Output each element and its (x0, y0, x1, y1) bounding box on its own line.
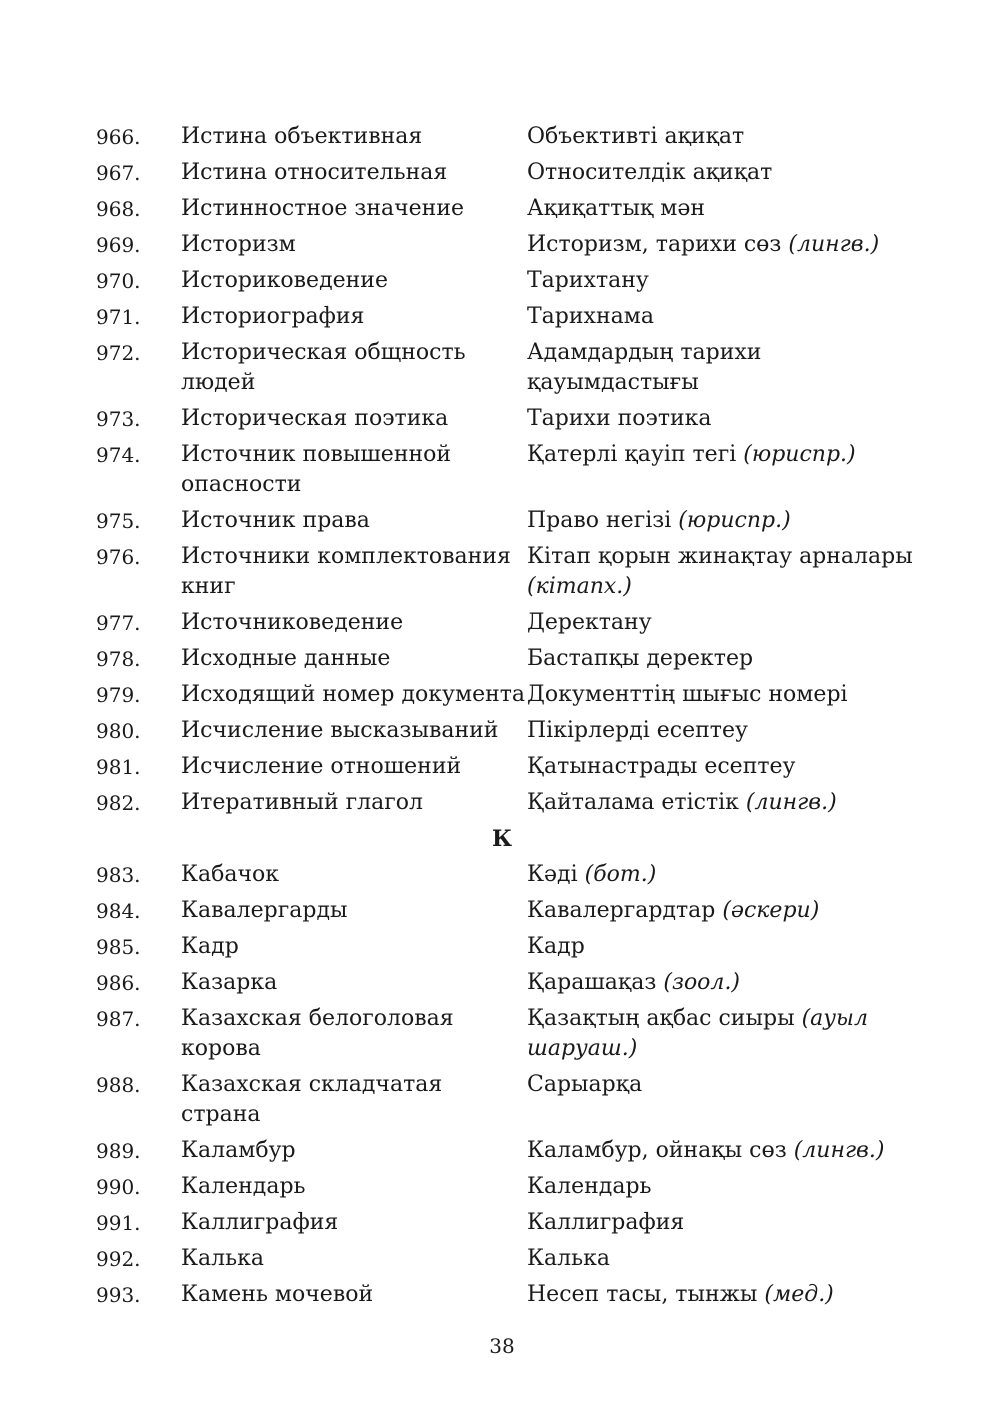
domain-note: (әскери) (722, 898, 820, 923)
entry-number: 967. (96, 161, 141, 185)
entries-group-k (96, 860, 916, 1316)
dictionary-entry (96, 338, 916, 404)
russian-term: Исчисление высказываний (181, 718, 499, 743)
entry-number: 969. (96, 233, 141, 257)
dictionary-entry (96, 608, 916, 644)
entry-number: 976. (96, 545, 141, 569)
domain-note: (ауыл шаруаш.) (527, 1006, 868, 1061)
dictionary-entry (96, 968, 916, 1004)
kazakh-term: Калька (527, 1246, 610, 1271)
dictionary-entry (96, 440, 916, 506)
kazakh-term: Несеп тасы, тынжы (527, 1282, 765, 1307)
kazakh-term: Относителдік ақиқат (527, 160, 773, 185)
kazakh-term: Қатерлі қауіп тегі (527, 442, 744, 467)
kazakh-translation (527, 716, 916, 746)
kazakh-translation (527, 542, 916, 602)
kazakh-term: Тарихнама (527, 304, 654, 329)
entry-number: 981. (96, 755, 141, 779)
russian-term: Кабачок (181, 862, 280, 887)
russian-term: Исходящий номер документа (181, 682, 526, 707)
kazakh-translation (527, 932, 916, 962)
kazakh-translation (527, 440, 916, 470)
russian-term: Итеративный глагол (181, 790, 423, 815)
kazakh-term: Қарашақаз (527, 970, 664, 995)
russian-term: Источник повышенной опасности (181, 442, 452, 497)
russian-term: Истинностное значение (181, 196, 465, 221)
dictionary-entry (96, 932, 916, 968)
dictionary-entry (96, 644, 916, 680)
dictionary-entry (96, 266, 916, 302)
kazakh-term: Кадр (527, 934, 585, 959)
entry-number: 966. (96, 125, 141, 149)
entry-number: 972. (96, 341, 141, 365)
domain-note: (лингв.) (745, 790, 837, 815)
russian-term: Историческая поэтика (181, 406, 449, 431)
dictionary-entry (96, 1136, 916, 1172)
russian-term: Исходные данные (181, 646, 391, 671)
russian-term: Казарка (181, 970, 278, 995)
entry-number: 987. (96, 1007, 141, 1031)
kazakh-translation (527, 194, 916, 224)
dictionary-entry (96, 1070, 916, 1136)
dictionary-entry (96, 506, 916, 542)
russian-term: Казахская белоголовая корова (181, 1006, 454, 1061)
entries-group-i (96, 122, 916, 824)
russian-term: Календарь (181, 1174, 306, 1199)
russian-term: Камень мочевой (181, 1282, 374, 1307)
kazakh-translation (527, 1280, 916, 1310)
russian-term: Источниковедение (181, 610, 404, 635)
kazakh-term: Қатынастрады есептеу (527, 754, 796, 779)
domain-note: (юриспр.) (743, 442, 856, 467)
entry-number: 979. (96, 683, 141, 707)
dictionary-entry (96, 1172, 916, 1208)
russian-term: Каламбур (181, 1138, 296, 1163)
russian-term: Исчисление отношений (181, 754, 462, 779)
entry-number: 990. (96, 1175, 141, 1199)
entry-number: 977. (96, 611, 141, 635)
kazakh-translation (527, 788, 916, 818)
dictionary-entry (96, 680, 916, 716)
dictionary-entry (96, 752, 916, 788)
kazakh-translation (527, 404, 916, 434)
russian-term: Историзм (181, 232, 296, 257)
kazakh-term: Каламбур, ойнақы сөз (527, 1138, 794, 1163)
russian-term: Истина объективная (181, 124, 423, 149)
kazakh-term: Деректану (527, 610, 652, 635)
kazakh-translation (527, 230, 916, 260)
dictionary-entry (96, 896, 916, 932)
entry-number: 970. (96, 269, 141, 293)
russian-term: Историография (181, 304, 365, 329)
russian-term: Каллиграфия (181, 1210, 339, 1235)
entry-number: 974. (96, 443, 141, 467)
russian-term: Источник права (181, 508, 370, 533)
kazakh-translation (527, 1208, 916, 1238)
kazakh-translation (527, 158, 916, 188)
domain-note: (лингв.) (793, 1138, 885, 1163)
entry-number: 989. (96, 1139, 141, 1163)
page-number: 38 (489, 1334, 515, 1358)
dictionary-entry (96, 788, 916, 824)
entry-number: 986. (96, 971, 141, 995)
kazakh-term: Календарь (527, 1174, 652, 1199)
domain-note: (кітапх.) (527, 574, 632, 599)
domain-note: (зоол.) (663, 970, 741, 995)
domain-note: (мед.) (764, 1282, 834, 1307)
kazakh-term: Кітап қорын жинақтау арналары (527, 544, 913, 569)
kazakh-term: Қайталама етістік (527, 790, 746, 815)
entry-number: 988. (96, 1073, 141, 1097)
kazakh-term: Ақиқаттық мән (527, 196, 706, 221)
domain-note: (юриспр.) (678, 508, 791, 533)
kazakh-term: Пікірлерді есептеу (527, 718, 748, 743)
entry-number: 980. (96, 719, 141, 743)
kazakh-term: Объективті ақиқат (527, 124, 745, 149)
kazakh-translation (527, 968, 916, 998)
domain-note: (бот.) (584, 862, 657, 887)
kazakh-translation (527, 1070, 916, 1100)
kazakh-term: Кавалергардтар (527, 898, 723, 923)
dictionary-entry (96, 230, 916, 266)
kazakh-term: Тарихи поэтика (527, 406, 712, 431)
dictionary-entry (96, 1280, 916, 1316)
dictionary-entry (96, 1244, 916, 1280)
russian-term: Кавалергарды (181, 898, 348, 923)
dictionary-entry (96, 158, 916, 194)
kazakh-translation (527, 860, 916, 890)
kazakh-translation (527, 506, 916, 536)
kazakh-term: Историзм, тарихи сөз (527, 232, 789, 257)
kazakh-translation (527, 680, 916, 710)
entries-list (96, 122, 916, 1316)
kazakh-term: Қазақтың ақбас сиыры (527, 1006, 802, 1031)
dictionary-entry (96, 542, 916, 608)
dictionary-entry (96, 194, 916, 230)
dictionary-entry (96, 860, 916, 896)
kazakh-term: Бастапқы деректер (527, 646, 754, 671)
kazakh-translation (527, 1136, 916, 1166)
russian-term: Кадр (181, 934, 239, 959)
russian-term: Историковедение (181, 268, 388, 293)
kazakh-translation (527, 752, 916, 782)
kazakh-translation (527, 644, 916, 674)
kazakh-translation (527, 896, 916, 926)
russian-term: Казахская складчатая страна (181, 1072, 443, 1127)
entry-number: 971. (96, 305, 141, 329)
domain-note: (лингв.) (788, 232, 880, 257)
entry-number: 975. (96, 509, 141, 533)
kazakh-term: Кәді (527, 862, 585, 887)
kazakh-term: Право негізі (527, 508, 679, 533)
kazakh-translation (527, 302, 916, 332)
entry-number: 991. (96, 1211, 141, 1235)
entry-number: 973. (96, 407, 141, 431)
entry-number: 983. (96, 863, 141, 887)
kazakh-translation (527, 338, 916, 398)
russian-term: Калька (181, 1246, 264, 1271)
kazakh-term: Документтің шығыс номері (527, 682, 848, 707)
kazakh-term: Каллиграфия (527, 1210, 685, 1235)
kazakh-translation (527, 608, 916, 638)
russian-term: Истина относительная (181, 160, 448, 185)
entry-number: 992. (96, 1247, 141, 1271)
entry-number: 993. (96, 1283, 141, 1307)
kazakh-translation (527, 1244, 916, 1274)
dictionary-entry (96, 1208, 916, 1244)
section-letter: К (491, 826, 512, 852)
kazakh-translation (527, 1004, 916, 1064)
kazakh-term: Адамдардың тарихи қауымдастығы (527, 340, 762, 395)
dictionary-entry (96, 1004, 916, 1070)
kazakh-translation (527, 1172, 916, 1202)
russian-term: Источники комплектования книг (181, 544, 511, 599)
entry-number: 982. (96, 791, 141, 815)
russian-term: Историческая общность людей (181, 340, 466, 395)
dictionary-entry (96, 716, 916, 752)
kazakh-translation (527, 122, 916, 152)
entry-number: 985. (96, 935, 141, 959)
entry-number: 968. (96, 197, 141, 221)
dictionary-entry (96, 302, 916, 338)
kazakh-term: Сарыарқа (527, 1072, 643, 1097)
dictionary-entry (96, 122, 916, 158)
dictionary-entry (96, 404, 916, 440)
kazakh-term: Тарихтану (527, 268, 649, 293)
kazakh-translation (527, 266, 916, 296)
entry-number: 984. (96, 899, 141, 923)
entry-number: 978. (96, 647, 141, 671)
